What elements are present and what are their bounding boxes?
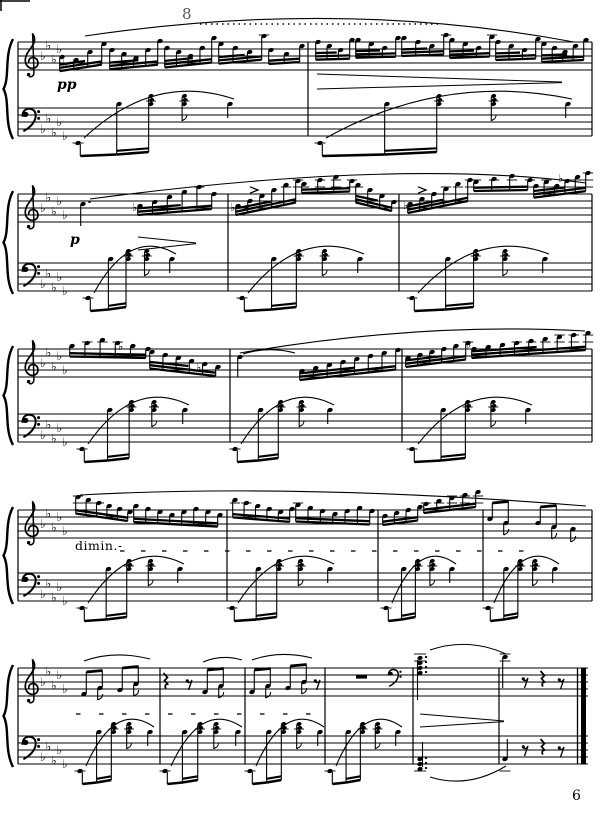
- svg-text:♭: ♭: [56, 668, 63, 682]
- page-number: 6: [572, 788, 581, 804]
- ottava-label: 8: [182, 5, 192, 23]
- svg-text:♭: ♭: [45, 266, 52, 281]
- svg-text:♭: ♭: [40, 750, 46, 764]
- svg-text:♭: ♭: [40, 356, 46, 370]
- svg-text:♭: ♭: [51, 753, 57, 768]
- svg-text:♭: ♭: [45, 38, 52, 53]
- svg-text:♭: ♭: [40, 675, 46, 689]
- svg-text:♭: ♭: [51, 359, 57, 374]
- svg-text:♭: ♭: [62, 284, 68, 298]
- svg-text:♭: ♭: [51, 280, 57, 295]
- dimin-marking: dimin.-: [75, 538, 123, 553]
- svg-text:♭: ♭: [40, 517, 46, 531]
- svg-text:♭: ♭: [56, 580, 63, 594]
- svg-text:♭: ♭: [56, 421, 63, 435]
- svg-text:♭: ♭: [45, 345, 52, 360]
- svg-text:♭: ♭: [56, 510, 63, 524]
- svg-text:♭: ♭: [56, 270, 63, 284]
- svg-text:♭: ♭: [558, 172, 564, 185]
- svg-text:♭: ♭: [45, 111, 52, 126]
- svg-text:♭: ♭: [51, 520, 57, 535]
- svg-text:♭: ♭: [230, 201, 236, 214]
- svg-text:♭: ♭: [40, 201, 46, 215]
- dynamic-pp: pp: [57, 77, 77, 93]
- svg-text:♭: ♭: [40, 277, 46, 291]
- svg-text:♭: ♭: [45, 506, 52, 521]
- svg-text:♭: ♭: [51, 590, 57, 605]
- svg-text:♭: ♭: [51, 678, 57, 693]
- svg-text:♭: ♭: [45, 576, 52, 591]
- svg-text:♭: ♭: [56, 194, 63, 208]
- svg-text:♭: ♭: [40, 122, 46, 136]
- svg-text:♭: ♭: [45, 664, 52, 679]
- svg-text:♭: ♭: [40, 587, 46, 601]
- svg-text:♭: ♭: [56, 349, 63, 363]
- svg-text:♭: ♭: [40, 428, 46, 442]
- svg-text:♭: ♭: [62, 682, 68, 696]
- svg-text:♭: ♭: [62, 129, 68, 143]
- svg-text:♭: ♭: [132, 201, 138, 214]
- svg-text:♭: ♭: [62, 435, 68, 449]
- svg-text:♭: ♭: [466, 338, 472, 351]
- svg-text:♭: ♭: [62, 594, 68, 608]
- svg-text:♭: ♭: [62, 524, 68, 538]
- svg-text:♭: ♭: [51, 52, 57, 67]
- svg-text:♭: ♭: [56, 115, 63, 129]
- svg-text:♭: ♭: [118, 340, 124, 353]
- svg-text:♭: ♭: [40, 49, 46, 63]
- dynamic-p: p: [70, 232, 80, 248]
- svg-text:♭: ♭: [56, 743, 63, 757]
- svg-text:♭: ♭: [45, 190, 52, 205]
- svg-text:♭: ♭: [62, 208, 68, 222]
- svg-text:♭: ♭: [56, 42, 63, 56]
- svg-text:♭: ♭: [62, 757, 68, 771]
- svg-text:♭: ♭: [51, 125, 57, 140]
- svg-text:♭: ♭: [45, 417, 52, 432]
- svg-text:♭: ♭: [51, 431, 57, 446]
- svg-text:♭: ♭: [62, 363, 68, 377]
- svg-text:♭: ♭: [196, 361, 202, 374]
- svg-text:♭: ♭: [45, 739, 52, 754]
- svg-text:♭: ♭: [403, 199, 409, 212]
- svg-text:♭: ♭: [51, 204, 57, 219]
